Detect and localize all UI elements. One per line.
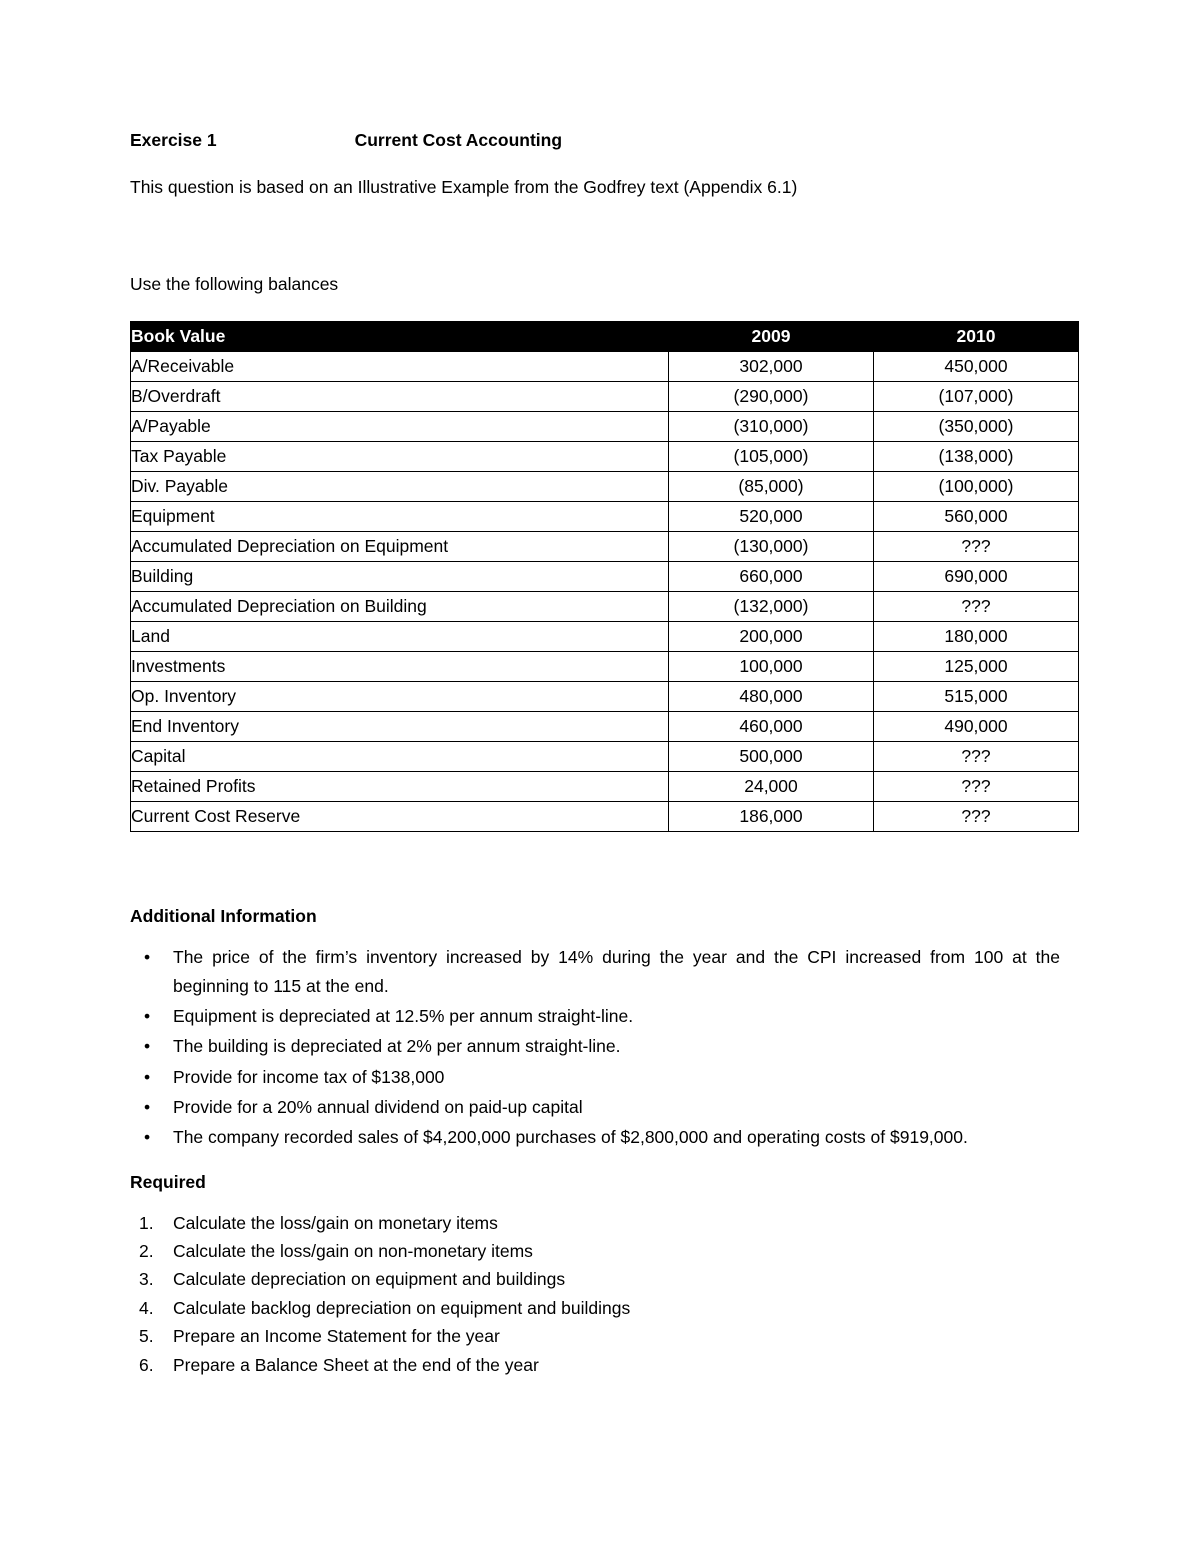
table-row [131, 742, 1079, 772]
table-cell-2010: 560,000 [874, 502, 1079, 532]
table-body [131, 352, 1079, 832]
table-cell-2010: ??? [874, 772, 1079, 802]
table-cell-label: Accumulated Depreciation on Equipment [131, 532, 669, 562]
table-cell-label: A/Payable [131, 412, 669, 442]
table-header-row [131, 322, 1079, 352]
spacer [130, 1154, 1060, 1172]
table-row [131, 382, 1079, 412]
table-cell-2010: (100,000) [874, 472, 1079, 502]
table-cell-2009: 520,000 [669, 502, 874, 532]
table-cell-2010: 450,000 [874, 352, 1079, 382]
table-cell-2009: (130,000) [669, 532, 874, 562]
exercise-heading [130, 130, 1060, 152]
table-cell-2009: 460,000 [669, 712, 874, 742]
table-cell-label: Building [131, 562, 669, 592]
table-row [131, 472, 1079, 502]
table-cell-label: Accumulated Depreciation on Building [131, 592, 669, 622]
table-cell-2009: 302,000 [669, 352, 874, 382]
table-cell-2009: 500,000 [669, 742, 874, 772]
table-cell-2009: 200,000 [669, 622, 874, 652]
table-cell-label: Retained Profits [131, 772, 669, 802]
column-header-2009: 2009 [669, 322, 874, 352]
table-cell-2010: ??? [874, 532, 1079, 562]
table-row [131, 532, 1079, 562]
table-cell-2009: (310,000) [669, 412, 874, 442]
table-row [131, 442, 1079, 472]
table-cell-2009: 100,000 [669, 652, 874, 682]
table-cell-2010: 515,000 [874, 682, 1079, 712]
table-cell-2009: (105,000) [669, 442, 874, 472]
table-cell-label: Equipment [131, 502, 669, 532]
table-row [131, 802, 1079, 832]
table-cell-2010: ??? [874, 592, 1079, 622]
table-row [131, 682, 1079, 712]
required-list [130, 1209, 1060, 1379]
additional-information-list [130, 943, 1060, 1151]
table-cell-2009: 480,000 [669, 682, 874, 712]
list-item: • Provide for a 20% annual dividend on paid-up capital [130, 1093, 1060, 1121]
table-cell-label: Current Cost Reserve [131, 802, 669, 832]
table-row [131, 562, 1079, 592]
table-cell-2010: 180,000 [874, 622, 1079, 652]
list-item: • Equipment is depreciated at 12.5% per annum straight-line. [130, 1002, 1060, 1030]
list-item: • The company recorded sales of $4,200,000 purchases of $2,800,000 and operating costs of $919,000. [130, 1123, 1060, 1151]
table-cell-2009: (132,000) [669, 592, 874, 622]
table-cell-2010: 125,000 [874, 652, 1079, 682]
table-row [131, 352, 1079, 382]
table-cell-2009: (290,000) [669, 382, 874, 412]
list-item: Prepare an Income Statement for the year [173, 1326, 500, 1347]
table-cell-2010: (350,000) [874, 412, 1079, 442]
table-cell-2009: 24,000 [669, 772, 874, 802]
table-cell-label: Tax Payable [131, 442, 669, 472]
table-cell-2010: ??? [874, 742, 1079, 772]
required-title: Required [130, 1171, 206, 1192]
table-row [131, 652, 1079, 682]
list-item: Calculate the loss/gain on monetary items [173, 1212, 498, 1233]
table-cell-2010: 490,000 [874, 712, 1079, 742]
column-header-book-value: Book Value [131, 322, 669, 352]
intro-paragraph: This question is based on an Illustrative Example from the Godfrey text (Appendix 6.1) [130, 176, 798, 197]
table-cell-2009: 660,000 [669, 562, 874, 592]
column-header-2010: 2010 [874, 322, 1079, 352]
table-cell-label: A/Receivable [131, 352, 669, 382]
exercise-title: Current Cost Accounting [354, 130, 563, 150]
list-item: Calculate backlog depreciation on equipment and buildings [173, 1297, 631, 1318]
table-cell-2010: (138,000) [874, 442, 1079, 472]
list-item: Calculate depreciation on equipment and buildings [173, 1269, 566, 1290]
list-item: • Provide for income tax of $138,000 [130, 1063, 1060, 1091]
exercise-label: Exercise 1 [130, 130, 217, 150]
spacer [130, 199, 1060, 273]
table-row [131, 622, 1079, 652]
table-cell-2010: (107,000) [874, 382, 1079, 412]
list-item: Prepare a Balance Sheet at the end of the year [173, 1354, 539, 1375]
spacer [130, 832, 1060, 906]
table-cell-label: Land [131, 622, 669, 652]
document-body [130, 130, 1060, 1379]
table-cell-2010: ??? [874, 802, 1079, 832]
table-cell-2010: 690,000 [874, 562, 1079, 592]
table-cell-2009: 186,000 [669, 802, 874, 832]
table-cell-label: B/Overdraft [131, 382, 669, 412]
table-row [131, 772, 1079, 802]
additional-information-title: Additional Information [130, 906, 317, 927]
table-row [131, 412, 1079, 442]
table-cell-label: Op. Inventory [131, 682, 669, 712]
table-cell-label: Capital [131, 742, 669, 772]
spacer [130, 295, 1060, 321]
list-item: • The building is depreciated at 2% per annum straight-line. [130, 1032, 1060, 1060]
table-cell-label: Investments [131, 652, 669, 682]
table-head [131, 322, 1079, 352]
balances-intro: Use the following balances [130, 273, 339, 294]
table-row [131, 712, 1079, 742]
table-row [131, 592, 1079, 622]
list-item: • The price of the firm’s inventory increased by 14% during the year and the CPI increased from 100 at the beginning to 115 at the end. [130, 943, 1060, 1000]
table-cell-label: Div. Payable [131, 472, 669, 502]
table-cell-2009: (85,000) [669, 472, 874, 502]
table-row [131, 502, 1079, 532]
table-cell-label: End Inventory [131, 712, 669, 742]
list-item: Calculate the loss/gain on non-monetary items [173, 1241, 533, 1262]
book-value-table [130, 321, 1079, 832]
